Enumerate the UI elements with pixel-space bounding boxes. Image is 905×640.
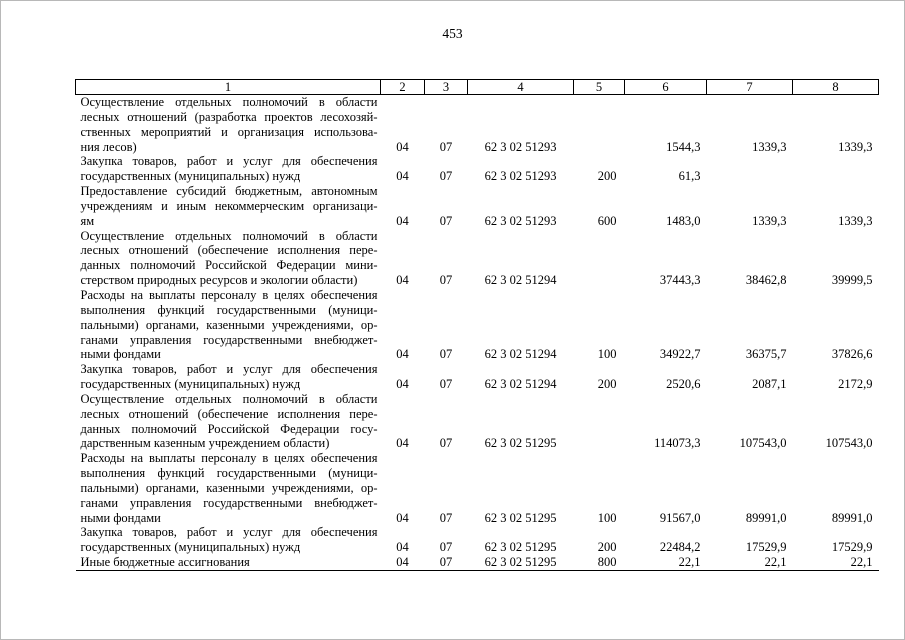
expense-kind-code-cell: 200 bbox=[597, 540, 617, 555]
table-row bbox=[76, 229, 879, 288]
expense-name-line: данных полномочий Российской Федерации мини- bbox=[80, 258, 378, 273]
section-code-cell: 04 bbox=[396, 169, 409, 184]
expense-kind-code-cell: 600 bbox=[597, 213, 617, 228]
subsection-code-cell: 07 bbox=[439, 540, 453, 555]
column-header-1: 1 bbox=[76, 80, 381, 95]
expense-name-line: данных полномочий Российской Федерации госу- bbox=[80, 421, 378, 436]
amount-1-cell: 1544,3 bbox=[666, 139, 701, 154]
amount-3-cell: 2172,9 bbox=[838, 377, 873, 392]
expense-name-line: Закупка товаров, работ и услуг для обеспечения bbox=[80, 362, 378, 377]
expense-name-line: ными фондами bbox=[80, 510, 161, 525]
expense-name-cell bbox=[76, 229, 381, 288]
expense-name-line: лесных отношений (разработка проектов лесохозяй- bbox=[80, 109, 378, 124]
expense-name-line: Предоставление субсидий бюджетным, автономным bbox=[80, 184, 378, 199]
section-code-cell: 04 bbox=[396, 273, 409, 288]
amount-1-cell: 22,1 bbox=[625, 555, 707, 570]
column-header-4: 4 bbox=[468, 80, 574, 95]
table-row bbox=[76, 95, 879, 155]
amount-2-cell: 1339,3 bbox=[752, 139, 787, 154]
expense-name-cell bbox=[76, 555, 381, 570]
expense-name-line: выполнения функций государственными (муници- bbox=[80, 466, 378, 481]
subsection-code-cell: 07 bbox=[439, 273, 453, 288]
column-header-6: 6 bbox=[625, 80, 707, 95]
expense-name-line: Закупка товаров, работ и услуг для обеспечения bbox=[80, 525, 378, 540]
expense-name-line: ния лесов) bbox=[80, 139, 137, 154]
target-article-code-cell: 62 3 02 51295 bbox=[484, 510, 557, 525]
column-header-7: 7 bbox=[707, 80, 793, 95]
expense-name-line: ганами управления государственными внебюджет- bbox=[80, 332, 378, 347]
expense-kind-code-cell bbox=[574, 95, 625, 155]
expense-name-line: государственных (муниципальных) нужд bbox=[80, 169, 301, 184]
section-code-cell: 04 bbox=[396, 377, 409, 392]
subsection-code-cell: 07 bbox=[439, 377, 453, 392]
section-code-cell: 04 bbox=[396, 213, 409, 228]
table-body bbox=[76, 95, 879, 571]
target-article-code-cell: 62 3 02 51294 bbox=[484, 347, 557, 362]
amount-3-cell: 17529,9 bbox=[831, 540, 873, 555]
amount-3-cell: 22,1 bbox=[793, 555, 879, 570]
table-row bbox=[76, 451, 879, 525]
table-row bbox=[76, 288, 879, 362]
table-header bbox=[76, 80, 879, 95]
expense-name-line: Расходы на выплаты персоналу в целях обеспечения bbox=[80, 451, 378, 466]
target-article-code-cell: 62 3 02 51293 bbox=[484, 213, 557, 228]
expense-name-line: пальными) органами, казенными учреждениями, ор- bbox=[80, 317, 378, 332]
expense-name-line: Закупка товаров, работ и услуг для обеспечения bbox=[80, 154, 378, 169]
expense-name-cell bbox=[76, 392, 381, 451]
expense-name-cell bbox=[76, 95, 381, 155]
amount-2-cell: 17529,9 bbox=[745, 540, 787, 555]
amount-2-cell: 36375,7 bbox=[745, 347, 787, 362]
expense-name-line: ными фондами bbox=[80, 347, 161, 362]
column-header-3: 3 bbox=[425, 80, 468, 95]
section-code-cell: 04 bbox=[396, 347, 409, 362]
target-article-code-cell: 62 3 02 51293 bbox=[484, 169, 557, 184]
expense-name-cell bbox=[76, 451, 381, 525]
expense-name-cell bbox=[76, 362, 381, 392]
expense-name-line: учреждениям и иным некоммерческим организаци- bbox=[80, 198, 378, 213]
amount-2-cell: 89991,0 bbox=[745, 510, 787, 525]
expense-name-line: выполнения функций государственными (муници- bbox=[80, 302, 378, 317]
table-row bbox=[76, 362, 879, 392]
amount-1-cell: 34922,7 bbox=[659, 347, 701, 362]
amount-3-cell: 107543,0 bbox=[825, 436, 873, 451]
table-row bbox=[76, 555, 879, 570]
expense-name-line: Иные бюджетные ассигнования bbox=[80, 555, 250, 570]
table-header-row bbox=[76, 80, 879, 95]
section-code-cell: 04 bbox=[396, 139, 409, 154]
expense-name-line: ганами управления государственными внебюджет- bbox=[80, 495, 378, 510]
expense-name-line: стерством природных ресурсов и экологии области) bbox=[80, 273, 358, 288]
column-header-2: 2 bbox=[381, 80, 425, 95]
expense-name-line: пальными) органами, казенными учреждениями, ор- bbox=[80, 480, 378, 495]
column-header-8: 8 bbox=[793, 80, 879, 95]
amount-3-cell: 39999,5 bbox=[831, 273, 873, 288]
amount-2-cell bbox=[707, 154, 793, 184]
amount-2-cell: 2087,1 bbox=[752, 377, 787, 392]
expense-name-line: ям bbox=[80, 213, 95, 228]
section-code-cell: 04 bbox=[396, 436, 409, 451]
expense-name-line: Осуществление отдельных полномочий в области bbox=[80, 95, 378, 109]
expense-name-line: государственных (муниципальных) нужд bbox=[80, 540, 301, 555]
target-article-code-cell: 62 3 02 51295 bbox=[484, 540, 557, 555]
subsection-code-cell: 07 bbox=[439, 139, 453, 154]
expense-kind-code-cell: 100 bbox=[597, 347, 617, 362]
amount-2-cell: 38462,8 bbox=[745, 273, 787, 288]
expense-kind-code-cell: 200 bbox=[597, 377, 617, 392]
subsection-code-cell: 07 bbox=[425, 555, 468, 570]
section-code-cell: 04 bbox=[396, 510, 409, 525]
amount-2-cell: 1339,3 bbox=[752, 213, 787, 228]
amount-2-cell: 22,1 bbox=[707, 555, 793, 570]
expense-kind-code-cell bbox=[574, 229, 625, 288]
expense-name-line: Осуществление отдельных полномочий в области bbox=[80, 391, 378, 406]
expense-name-line: государственных (муниципальных) нужд bbox=[80, 377, 301, 392]
column-header-5: 5 bbox=[574, 80, 625, 95]
expense-name-cell bbox=[76, 288, 381, 362]
amount-1-cell: 91567,0 bbox=[659, 510, 701, 525]
expense-name-cell bbox=[76, 525, 381, 555]
amount-1-cell: 1483,0 bbox=[666, 213, 701, 228]
subsection-code-cell: 07 bbox=[439, 347, 453, 362]
subsection-code-cell: 07 bbox=[439, 436, 453, 451]
subsection-code-cell: 07 bbox=[439, 510, 453, 525]
amount-1-cell: 61,3 bbox=[678, 169, 701, 184]
expense-kind-code-cell: 100 bbox=[597, 510, 617, 525]
target-article-code-cell: 62 3 02 51294 bbox=[484, 377, 557, 392]
expense-name-line: Расходы на выплаты персоналу в целях обеспечения bbox=[80, 287, 378, 302]
target-article-code-cell: 62 3 02 51295 bbox=[468, 555, 574, 570]
amount-1-cell: 37443,3 bbox=[659, 273, 701, 288]
amount-3-cell: 37826,6 bbox=[831, 347, 873, 362]
target-article-code-cell: 62 3 02 51293 bbox=[484, 139, 557, 154]
expense-name-line: лесных отношений (обеспечение исполнения пере- bbox=[80, 406, 378, 421]
target-article-code-cell: 62 3 02 51294 bbox=[484, 273, 557, 288]
budget-table bbox=[75, 79, 879, 571]
expense-name-cell bbox=[76, 154, 381, 184]
amount-1-cell: 22484,2 bbox=[659, 540, 701, 555]
expense-name-cell bbox=[76, 184, 381, 229]
amount-2-cell: 107543,0 bbox=[739, 436, 787, 451]
expense-kind-code-cell: 200 bbox=[597, 169, 617, 184]
amount-1-cell: 114073,3 bbox=[654, 436, 701, 451]
expense-name-line: дарственным казенным учреждением области) bbox=[80, 436, 330, 451]
table-row bbox=[76, 392, 879, 451]
section-code-cell: 04 bbox=[396, 540, 409, 555]
table-row bbox=[76, 154, 879, 184]
expense-name-line: Осуществление отдельных полномочий в области bbox=[80, 228, 378, 243]
amount-3-cell bbox=[793, 154, 879, 184]
amount-3-cell: 1339,3 bbox=[838, 139, 873, 154]
table-row bbox=[76, 525, 879, 555]
expense-name-line: лесных отношений (обеспечение исполнения пере- bbox=[80, 243, 378, 258]
target-article-code-cell: 62 3 02 51295 bbox=[484, 436, 557, 451]
amount-3-cell: 1339,3 bbox=[838, 213, 873, 228]
amount-3-cell: 89991,0 bbox=[831, 510, 873, 525]
page-number: 453 bbox=[442, 26, 463, 41]
amount-1-cell: 2520,6 bbox=[666, 377, 701, 392]
subsection-code-cell: 07 bbox=[439, 169, 453, 184]
subsection-code-cell: 07 bbox=[439, 213, 453, 228]
section-code-cell: 04 bbox=[381, 555, 425, 570]
table-row bbox=[76, 184, 879, 229]
expense-kind-code-cell: 800 bbox=[574, 555, 625, 570]
expense-kind-code-cell bbox=[574, 392, 625, 451]
expense-name-line: ственных мероприятий и организация использова- bbox=[80, 124, 378, 139]
